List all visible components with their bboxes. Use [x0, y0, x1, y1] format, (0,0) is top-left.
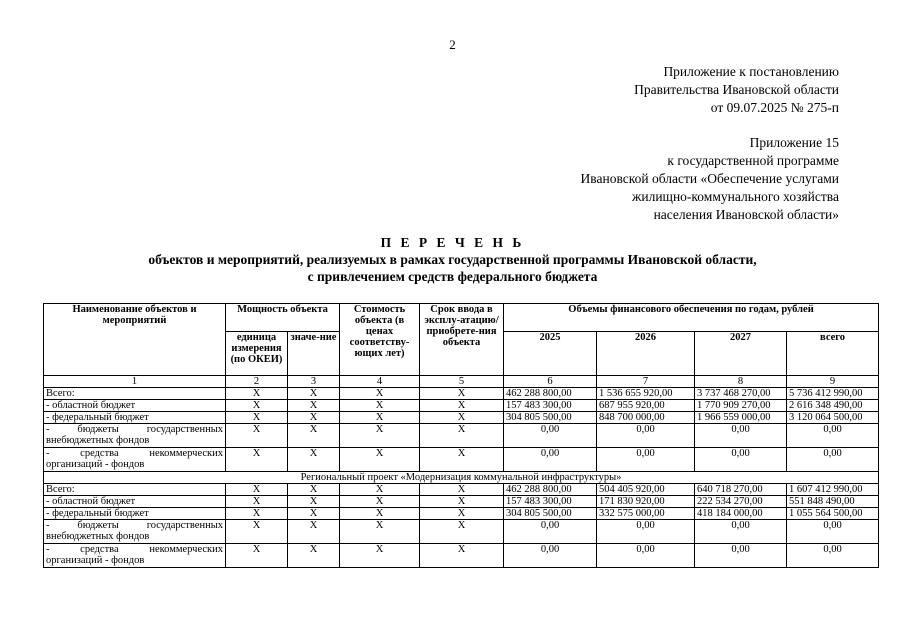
row-amount-2025: 304 805 500,00	[504, 508, 597, 520]
row-cost: X	[340, 544, 420, 568]
row-amount-2026: 0,00	[597, 544, 695, 568]
row-name	[44, 520, 226, 544]
row-amount-2026: 0,00	[597, 520, 695, 544]
row-amount-2025: 0,00	[504, 520, 597, 544]
table-row	[44, 520, 879, 544]
row-term: X	[420, 388, 504, 400]
table-row	[44, 388, 879, 400]
row-name: - федеральный бюджет	[44, 508, 226, 520]
row-amount-2026: 687 955 920,00	[597, 400, 695, 412]
row-amount-total: 0,00	[787, 544, 879, 568]
row-amount-total: 0,00	[787, 448, 879, 472]
column-number: 3	[288, 376, 340, 388]
row-name: - областной бюджет	[44, 496, 226, 508]
row-name-line: организаций - фондов	[46, 555, 145, 566]
row-amount-total: 5 736 412 990,00	[787, 388, 879, 400]
row-name-line: внебюджетных фондов	[46, 531, 150, 542]
row-amount-2027: 0,00	[695, 520, 787, 544]
header-name: Наименование объектов и мероприятий	[44, 304, 226, 376]
row-name-line: - средства некоммерческих	[46, 544, 223, 555]
objects-table	[43, 303, 879, 568]
header-cost: Стоимость объекта (в ценах соответству-ющих лет)	[340, 304, 420, 376]
column-number: 1	[44, 376, 226, 388]
table-row	[44, 448, 879, 472]
row-name: - областной бюджет	[44, 400, 226, 412]
row-term: X	[420, 520, 504, 544]
row-amount-2025: 462 288 800,00	[504, 484, 597, 496]
row-unit: X	[226, 424, 288, 448]
column-number: 9	[787, 376, 879, 388]
header-total: всего	[787, 332, 879, 376]
row-amount-2027: 222 534 270,00	[695, 496, 787, 508]
document-title	[0, 234, 905, 285]
row-unit: X	[226, 484, 288, 496]
row-amount-2025: 0,00	[504, 544, 597, 568]
row-amount-total: 1 607 412 990,00	[787, 484, 879, 496]
header-unit: единица измерения (по ОКЕИ)	[226, 332, 288, 376]
row-name-line: внебюджетных фондов	[46, 435, 150, 446]
row-name	[44, 544, 226, 568]
row-unit: X	[226, 400, 288, 412]
appendix-program-line: к государственной программе	[667, 153, 839, 168]
row-amount-2026: 171 830 920,00	[597, 496, 695, 508]
section-row	[44, 472, 879, 484]
appendix-program	[581, 134, 839, 224]
table-row	[44, 400, 879, 412]
row-unit: X	[226, 508, 288, 520]
row-name: Всего:	[44, 388, 226, 400]
row-unit: X	[226, 388, 288, 400]
row-term: X	[420, 424, 504, 448]
table-row	[44, 544, 879, 568]
row-value: X	[288, 508, 340, 520]
column-numbers-row	[44, 376, 879, 388]
column-number: 6	[504, 376, 597, 388]
row-amount-2026: 504 405 920,00	[597, 484, 695, 496]
table-row	[44, 496, 879, 508]
row-cost: X	[340, 412, 420, 424]
row-cost: X	[340, 520, 420, 544]
title-subtitle: с привлечением средств федерального бюджета	[307, 269, 598, 284]
row-amount-2027: 0,00	[695, 448, 787, 472]
row-amount-2026: 1 536 655 920,00	[597, 388, 695, 400]
row-value: X	[288, 424, 340, 448]
title-heading: П Е Р Е Ч Е Н Ь	[380, 235, 525, 250]
header-finance: Объемы финансового обеспечения по годам, рублей	[504, 304, 879, 332]
row-amount-total: 0,00	[787, 520, 879, 544]
table-row	[44, 412, 879, 424]
row-amount-2027: 1 966 559 000,00	[695, 412, 787, 424]
row-cost: X	[340, 400, 420, 412]
row-name-line: организаций - фондов	[46, 459, 145, 470]
row-amount-2027: 1 770 909 270,00	[695, 400, 787, 412]
row-amount-2027: 3 737 468 270,00	[695, 388, 787, 400]
row-name-line: - бюджеты государственных	[46, 424, 223, 435]
title-subtitle: объектов и мероприятий, реализуемых в рамках государственной программы Ивановской области,	[148, 252, 757, 267]
row-amount-2025: 304 805 500,00	[504, 412, 597, 424]
row-value: X	[288, 520, 340, 544]
row-unit: X	[226, 448, 288, 472]
header-value: значе-ние	[288, 332, 340, 376]
header-term: Срок ввода в эксплу-атацию/ приобрете-ния объекта	[420, 304, 504, 376]
row-value: X	[288, 496, 340, 508]
row-amount-2027: 0,00	[695, 424, 787, 448]
appendix-decree	[634, 63, 839, 117]
row-value: X	[288, 484, 340, 496]
row-amount-total: 3 120 064 500,00	[787, 412, 879, 424]
table-row	[44, 484, 879, 496]
row-cost: X	[340, 388, 420, 400]
row-amount-2026: 0,00	[597, 448, 695, 472]
row-amount-total: 1 055 564 500,00	[787, 508, 879, 520]
row-amount-2026: 332 575 000,00	[597, 508, 695, 520]
row-name: - федеральный бюджет	[44, 412, 226, 424]
row-cost: X	[340, 496, 420, 508]
row-name	[44, 448, 226, 472]
row-amount-2025: 157 483 300,00	[504, 400, 597, 412]
row-unit: X	[226, 520, 288, 544]
header-year-2027: 2027	[695, 332, 787, 376]
row-name: Всего:	[44, 484, 226, 496]
row-value: X	[288, 544, 340, 568]
appendix-decree-line: от 09.07.2025 № 275-п	[710, 100, 839, 115]
row-amount-2025: 462 288 800,00	[504, 388, 597, 400]
row-term: X	[420, 484, 504, 496]
table-row	[44, 424, 879, 448]
row-term: X	[420, 448, 504, 472]
row-unit: X	[226, 496, 288, 508]
row-name-line: - бюджеты государственных	[46, 520, 223, 531]
column-number: 5	[420, 376, 504, 388]
appendix-program-line: жилищно-коммунального хозяйства	[632, 189, 839, 204]
appendix-decree-line: Правительства Ивановской области	[634, 82, 839, 97]
row-value: X	[288, 448, 340, 472]
row-cost: X	[340, 508, 420, 520]
row-amount-2027: 640 718 270,00	[695, 484, 787, 496]
row-cost: X	[340, 484, 420, 496]
row-amount-2026: 848 700 000,00	[597, 412, 695, 424]
row-amount-2025: 157 483 300,00	[504, 496, 597, 508]
appendix-program-line: Ивановской области «Обеспечение услугами	[580, 171, 839, 186]
row-term: X	[420, 496, 504, 508]
header-year-2026: 2026	[597, 332, 695, 376]
row-value: X	[288, 388, 340, 400]
appendix-program-line: Приложение 15	[749, 135, 839, 150]
row-amount-2025: 0,00	[504, 448, 597, 472]
header-capacity: Мощность объекта	[226, 304, 340, 332]
column-number: 7	[597, 376, 695, 388]
row-unit: X	[226, 544, 288, 568]
appendix-decree-line: Приложение к постановлению	[663, 64, 839, 79]
row-amount-2026: 0,00	[597, 424, 695, 448]
row-name-line: - средства некоммерческих	[46, 448, 223, 459]
row-amount-2027: 418 184 000,00	[695, 508, 787, 520]
row-term: X	[420, 412, 504, 424]
row-name	[44, 424, 226, 448]
column-number: 4	[340, 376, 420, 388]
row-value: X	[288, 412, 340, 424]
row-term: X	[420, 400, 504, 412]
page-number: 2	[449, 37, 456, 52]
column-number: 2	[226, 376, 288, 388]
section-title: Региональный проект «Модернизация коммунальной инфраструктуры»	[44, 472, 879, 484]
row-cost: X	[340, 448, 420, 472]
row-amount-total: 551 848 490,00	[787, 496, 879, 508]
row-amount-total: 2 616 348 490,00	[787, 400, 879, 412]
row-value: X	[288, 400, 340, 412]
table-row	[44, 508, 879, 520]
row-term: X	[420, 544, 504, 568]
column-number: 8	[695, 376, 787, 388]
row-amount-2027: 0,00	[695, 544, 787, 568]
appendix-program-line: населения Ивановской области»	[653, 207, 839, 222]
row-unit: X	[226, 412, 288, 424]
row-amount-2025: 0,00	[504, 424, 597, 448]
row-term: X	[420, 508, 504, 520]
header-year-2025: 2025	[504, 332, 597, 376]
row-amount-total: 0,00	[787, 424, 879, 448]
row-cost: X	[340, 424, 420, 448]
